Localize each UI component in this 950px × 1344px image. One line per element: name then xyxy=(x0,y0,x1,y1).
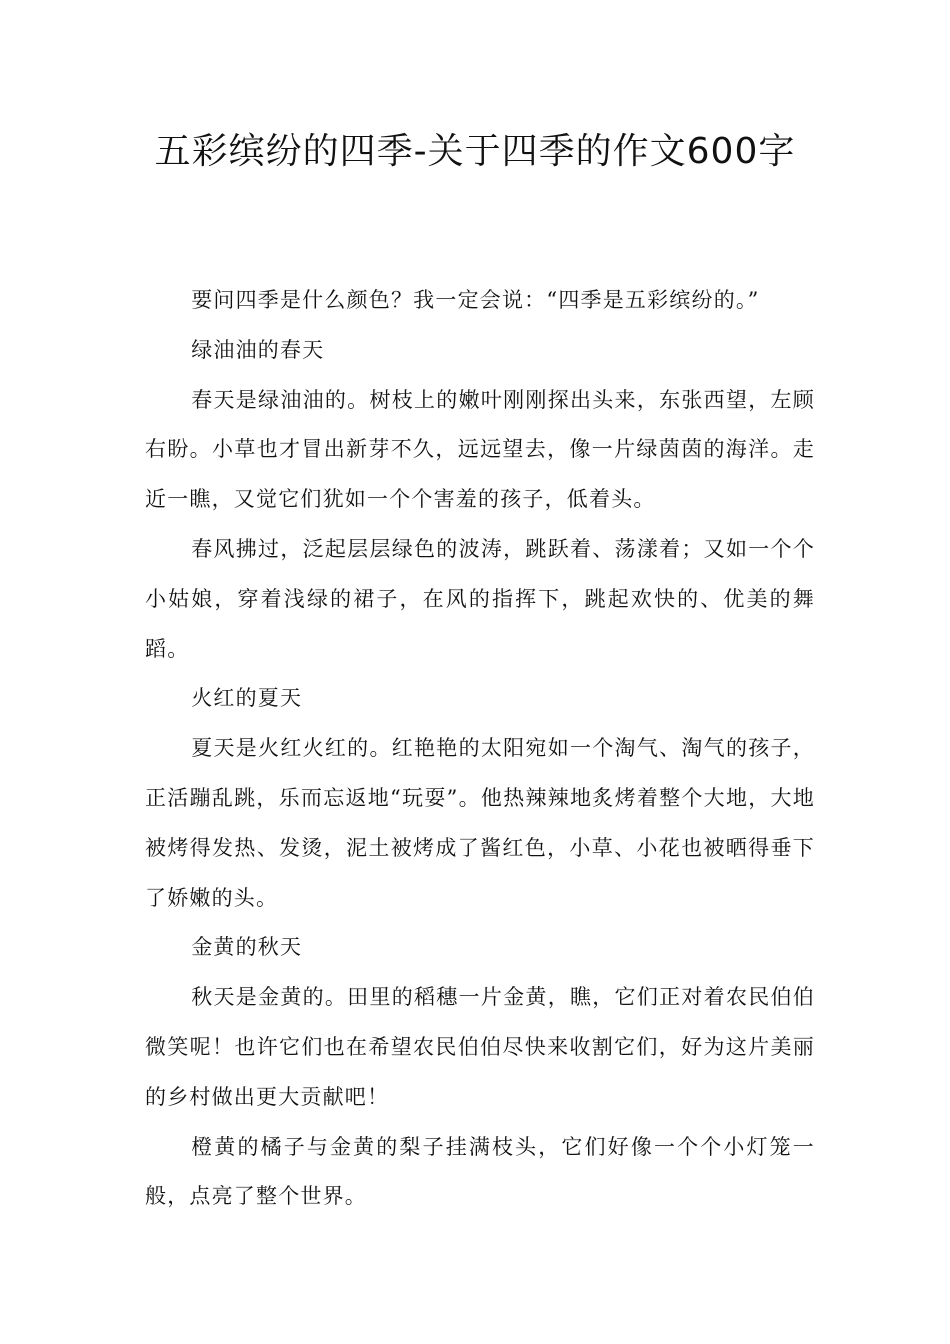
paragraph-autumn-2: 橙黄的橘子与金黄的梨子挂满枝头，它们好像一个个小灯笼一般，点亮了整个世界。 xyxy=(145,1134,815,1209)
paragraph-spring-2: 春风拂过，泛起层层绿色的波涛，跳跃着、荡漾着；又如一个个小姑娘，穿着浅绿的裙子，在风的指挥下，跳起欢快的、优美的舞蹈。 xyxy=(145,536,815,661)
paragraph-autumn-1: 秋天是金黄的。田里的稻穗一片金黄，瞧，它们正对着农民伯伯微笑呢！也许它们也在希望农民伯伯尽快来收割它们，好为这片美丽的乡村做出更大贡献吧！ xyxy=(145,985,815,1109)
paragraph-intro: 要问四季是什么颜色？我一定会说：“四季是五彩缤纷的。” xyxy=(191,288,760,312)
paragraph-summer: 夏天是火红火红的。红艳艳的太阳宛如一个淘气、淘气的孩子，正活蹦乱跳，乐而忘返地“玩耍”。他热辣辣地炙烤着整个大地，大地被烤得发热、发烫，泥土被烤成了酱红色，小草、小花也被晒得垂下了娇嫩的头。 xyxy=(145,736,815,910)
heading-summer: 火红的夏天 xyxy=(191,686,303,711)
heading-spring: 绿油油的春天 xyxy=(191,337,325,362)
document-body xyxy=(145,276,815,1222)
paragraph-spring-1: 春天是绿油油的。树枝上的嫩叶刚刚探出头来，东张西望，左顾右盼。小草也才冒出新芽不久，远远望去，像一片绿茵茵的海洋。走近一瞧，又觉它们犹如一个个害羞的孩子，低着头。 xyxy=(145,387,815,512)
document-title: 五彩缤纷的四季-关于四季的作文600字 xyxy=(154,131,796,172)
heading-autumn: 金黄的秋天 xyxy=(191,935,303,960)
